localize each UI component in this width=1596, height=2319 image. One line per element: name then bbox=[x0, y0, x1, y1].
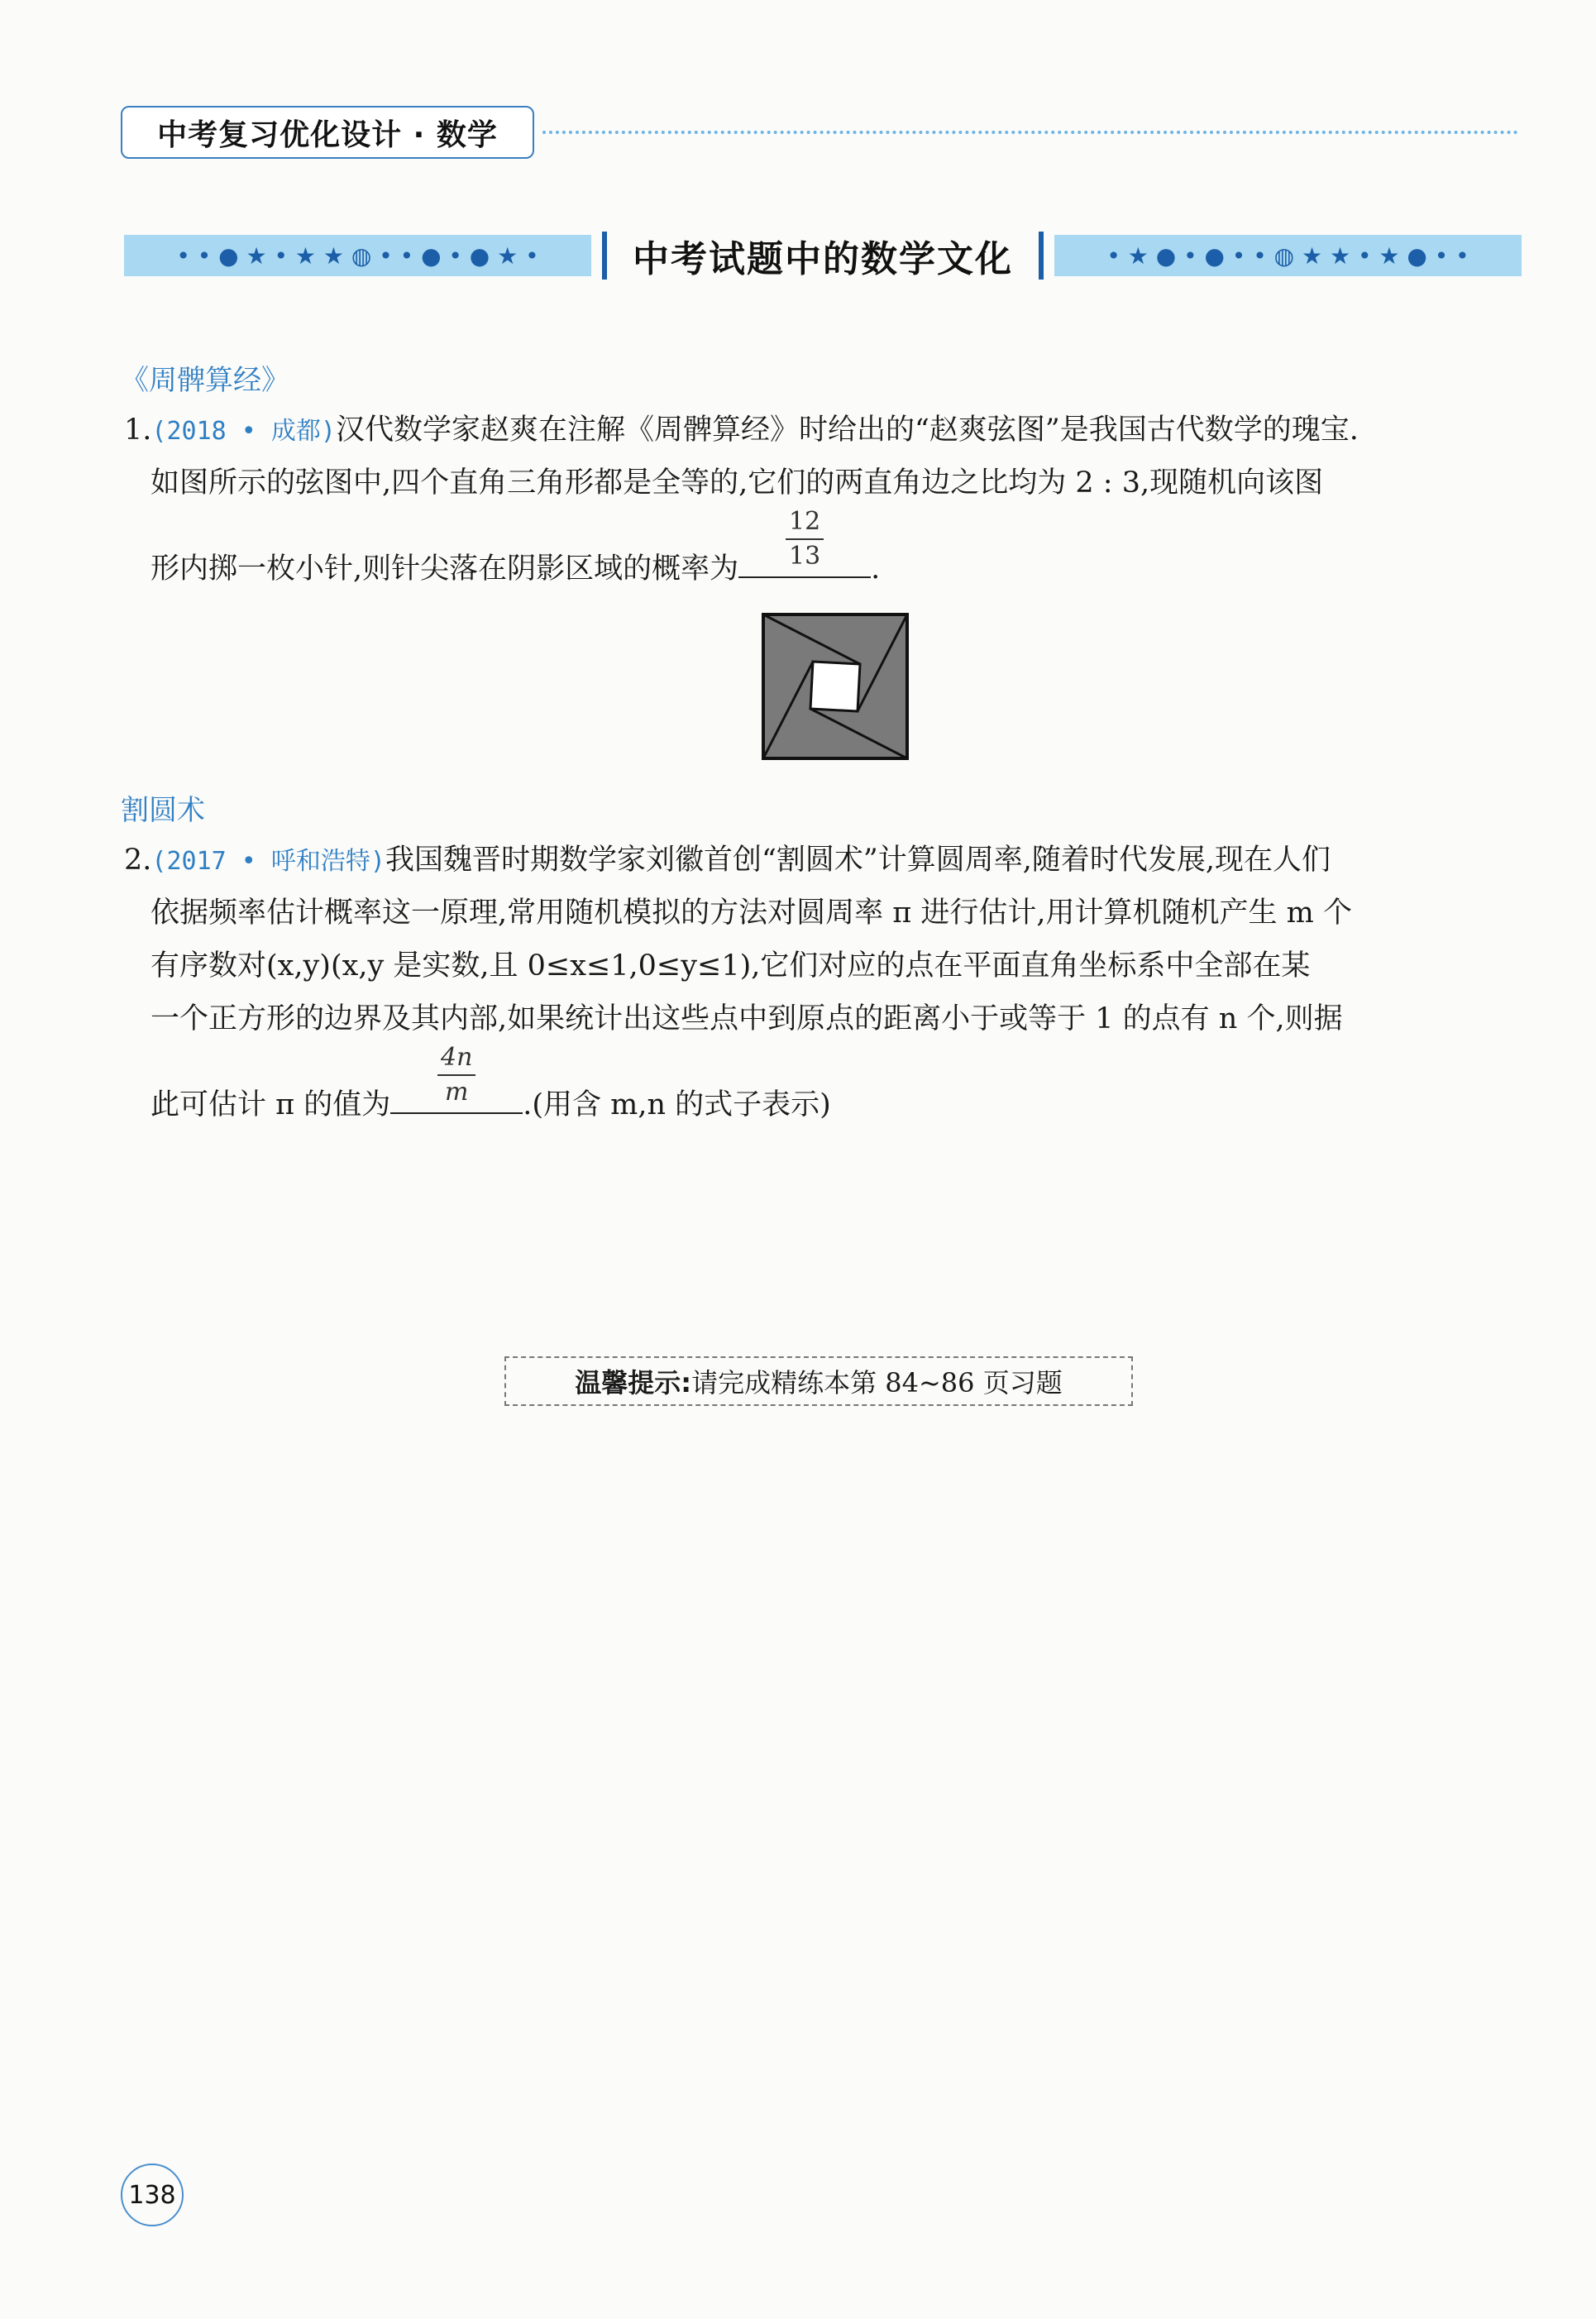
question-2-line-3: 有序数对(x,y)(x,y 是实数,且 0≤x≤1,0≤y≤1),它们对应的点在平面直角坐标系中全部在某 bbox=[151, 949, 1311, 983]
banner-right-bar bbox=[1039, 232, 1044, 280]
banner-left-bar bbox=[602, 232, 607, 280]
question-1-line-2: 如图所示的弦图中,四个直角三角形都是全等的,它们的两直角边之比均为 2 : 3,现随机向该图 bbox=[151, 466, 1324, 500]
question-1-line-1 bbox=[124, 407, 1359, 448]
page-number bbox=[121, 2164, 184, 2226]
section-label-geyuanshu: 割圆术 bbox=[121, 794, 205, 827]
inner-square bbox=[810, 662, 860, 711]
book-title: 中考复习优化设计 · 数学 bbox=[157, 117, 498, 152]
page-number-text: 138 bbox=[128, 2180, 176, 2210]
answer-blank-1 bbox=[738, 507, 871, 578]
answer-1-numerator: 12 bbox=[786, 505, 824, 540]
question-1-text-1: 汉代数学家赵爽在注解《周髀算经》时给出的“赵爽弦图”是我国古代数学的瑰宝. bbox=[335, 414, 1359, 447]
book-title-box bbox=[121, 106, 534, 159]
question-2-line-4: 一个正方形的边界及其内部,如果统计出这些点中到原点的距离小于或等于 1 的点有 n 个,则据 bbox=[151, 1002, 1343, 1035]
answer-2-denominator bbox=[445, 1076, 468, 1109]
question-2-line-2: 依据频率估计概率这一原理,常用随机模拟的方法对圆周率 π 进行估计,用计算机随机产生 m 个 bbox=[151, 897, 1352, 930]
answer-2-numerator bbox=[437, 1041, 475, 1076]
answer-2-denominator-text: m bbox=[445, 1078, 469, 1107]
reminder-text: 请完成精练本第 84~86 页习题 bbox=[691, 1367, 1063, 1399]
answer-fraction-2 bbox=[390, 1041, 523, 1109]
question-2-source: (2017 • 呼和浩特) bbox=[151, 847, 385, 876]
question-1-number: 1. bbox=[124, 414, 152, 447]
question-2-tail: .(用含 m,n 的式子表示) bbox=[523, 1088, 831, 1121]
question-1-line-3 bbox=[151, 507, 881, 587]
banner-title: 中考试题中的数学文化 bbox=[633, 238, 1013, 280]
answer-fraction-1 bbox=[738, 505, 871, 573]
question-2-line-1 bbox=[124, 837, 1331, 878]
question-2-number: 2. bbox=[124, 844, 152, 877]
question-1-text-3: 形内掷一枚小针,则针尖落在阴影区域的概率为 bbox=[151, 552, 739, 586]
header-dotted-rule bbox=[542, 131, 1518, 134]
zhao-shuang-chord-diagram bbox=[761, 612, 910, 761]
banner-left-decoration: • • ● ★ • ★ ★ ◍ • • ● • ● ★ • bbox=[124, 235, 591, 276]
reminder-label: 温馨提示: bbox=[575, 1367, 692, 1399]
question-1-source: (2018 • 成都) bbox=[151, 417, 336, 446]
reminder-box bbox=[504, 1356, 1133, 1406]
question-1-period: . bbox=[871, 552, 881, 586]
question-2-text-5: 此可估计 π 的值为 bbox=[151, 1088, 391, 1121]
banner-right-decoration: • ★ ● • ● • • ◍ ★ ★ • ★ ● • • bbox=[1054, 235, 1522, 276]
answer-2-numerator-text: 4n bbox=[441, 1043, 473, 1072]
section-label-zhoubi: 《周髀算经》 bbox=[121, 364, 289, 397]
question-2-text-1: 我国魏晋时期数学家刘徽首创“割圆术”计算圆周率,随着时代发展,现在人们 bbox=[385, 844, 1331, 877]
answer-1-denominator: 13 bbox=[789, 542, 821, 571]
section-banner bbox=[124, 232, 1522, 280]
answer-blank-2 bbox=[390, 1043, 523, 1114]
question-2-line-5 bbox=[151, 1043, 831, 1123]
